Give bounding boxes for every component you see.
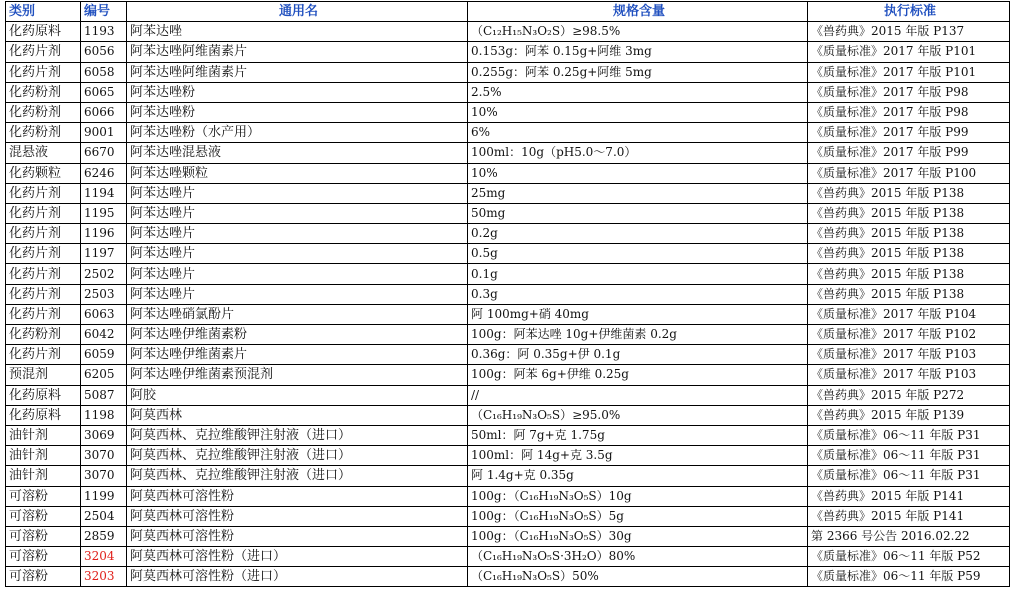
- cell-standard: 《质量标准》2017 年版 P103: [808, 345, 1010, 365]
- cell-name: 阿苯达唑伊维菌素粉: [127, 325, 468, 345]
- table-row: [6, 466, 1010, 486]
- cell-spec: 100g：（C₁₆H₁₉N₃O₅S）5g: [468, 506, 808, 526]
- cell-spec: 0.3g: [468, 284, 808, 304]
- cell-spec: 2.5%: [468, 82, 808, 102]
- cell-category: 化药粉剂: [6, 325, 81, 345]
- cell-standard: 《质量标准》06～11 年版 P31: [808, 466, 1010, 486]
- header-category: 类别: [6, 2, 81, 22]
- table-row: [6, 183, 1010, 203]
- cell-name: 阿莫西林可溶性粉: [127, 506, 468, 526]
- cell-code: 1197: [81, 244, 127, 264]
- cell-name: 阿苯达唑粉: [127, 82, 468, 102]
- cell-code: 1195: [81, 203, 127, 223]
- cell-code: 6063: [81, 304, 127, 324]
- cell-code: 1199: [81, 486, 127, 506]
- table-row: [6, 506, 1010, 526]
- cell-spec: 0.36g：阿 0.35g+伊 0.1g: [468, 345, 808, 365]
- cell-spec: 50ml：阿 7g+克 1.75g: [468, 425, 808, 445]
- cell-name: 阿苯达唑粉（水产用）: [127, 123, 468, 143]
- cell-standard: 《兽药典》2015 年版 P141: [808, 506, 1010, 526]
- table-row: [6, 244, 1010, 264]
- cell-code: 6042: [81, 325, 127, 345]
- cell-code: 2503: [81, 284, 127, 304]
- cell-code: 2859: [81, 526, 127, 546]
- table-row: [6, 203, 1010, 223]
- cell-name: 阿胶: [127, 385, 468, 405]
- table-row: [6, 325, 1010, 345]
- cell-code: 1194: [81, 183, 127, 203]
- cell-standard: 《兽药典》2015 年版 P138: [808, 244, 1010, 264]
- table-row: [6, 547, 1010, 567]
- cell-category: 可溶粉: [6, 547, 81, 567]
- cell-category: 可溶粉: [6, 486, 81, 506]
- cell-category: 化药片剂: [6, 304, 81, 324]
- cell-category: 化药原料: [6, 405, 81, 425]
- cell-name: 阿莫西林、克拉维酸钾注射液（进口）: [127, 446, 468, 466]
- cell-category: 化药粉剂: [6, 123, 81, 143]
- table-row: [6, 486, 1010, 506]
- cell-spec: 100g：（C₁₆H₁₉N₃O₅S）30g: [468, 526, 808, 546]
- cell-name: 阿苯达唑片: [127, 203, 468, 223]
- table-row: [6, 143, 1010, 163]
- cell-standard: 《质量标准》2017 年版 P101: [808, 42, 1010, 62]
- cell-category: 油针剂: [6, 425, 81, 445]
- cell-name: 阿苯达唑硝氯酚片: [127, 304, 468, 324]
- cell-standard: 《质量标准》2017 年版 P104: [808, 304, 1010, 324]
- cell-code: 6058: [81, 62, 127, 82]
- cell-standard: 《质量标准》2017 年版 P99: [808, 143, 1010, 163]
- cell-spec: 0.255g：阿苯 0.25g+阿维 5mg: [468, 62, 808, 82]
- cell-standard: 《质量标准》2017 年版 P98: [808, 102, 1010, 122]
- cell-code: 9001: [81, 123, 127, 143]
- cell-standard: 《质量标准》2017 年版 P103: [808, 365, 1010, 385]
- cell-category: 化药片剂: [6, 264, 81, 284]
- cell-category: 化药片剂: [6, 183, 81, 203]
- cell-standard: 《质量标准》2017 年版 P102: [808, 325, 1010, 345]
- cell-name: 阿苯达唑片: [127, 244, 468, 264]
- cell-spec: 10%: [468, 163, 808, 183]
- cell-code: 1196: [81, 224, 127, 244]
- cell-code: 3070: [81, 466, 127, 486]
- cell-spec: 0.5g: [468, 244, 808, 264]
- table-row: [6, 385, 1010, 405]
- cell-spec: （C₁₆H₁₉N₃O₅S）≥95.0%: [468, 405, 808, 425]
- cell-category: 化药原料: [6, 22, 81, 42]
- cell-code: 6059: [81, 345, 127, 365]
- table-row: [6, 365, 1010, 385]
- table-row: [6, 425, 1010, 445]
- cell-spec: 100g：阿苯 6g+伊维 0.25g: [468, 365, 808, 385]
- table-row: [6, 82, 1010, 102]
- cell-name: 阿苯达唑伊维菌素片: [127, 345, 468, 365]
- cell-standard: 《质量标准》06～11 年版 P52: [808, 547, 1010, 567]
- table-row: [6, 123, 1010, 143]
- cell-spec: 10%: [468, 102, 808, 122]
- cell-standard: 《质量标准》2017 年版 P98: [808, 82, 1010, 102]
- cell-category: 化药粉剂: [6, 102, 81, 122]
- cell-spec: 0.2g: [468, 224, 808, 244]
- cell-standard: 第 2366 号公告 2016.02.22: [808, 526, 1010, 546]
- cell-spec: 100g：阿苯达唑 10g+伊维菌素 0.2g: [468, 325, 808, 345]
- header-code: 编号: [81, 2, 127, 22]
- header-name: 通用名: [127, 2, 468, 22]
- cell-code: 6056: [81, 42, 127, 62]
- table-row: [6, 345, 1010, 365]
- cell-spec: 0.153g：阿苯 0.15g+阿维 3mg: [468, 42, 808, 62]
- table-row: [6, 405, 1010, 425]
- table-row: [6, 163, 1010, 183]
- cell-code: 2504: [81, 506, 127, 526]
- header-row: [6, 2, 1010, 22]
- cell-name: 阿苯达唑阿维菌素片: [127, 62, 468, 82]
- cell-name: 阿苯达唑: [127, 22, 468, 42]
- cell-name: 阿苯达唑片: [127, 183, 468, 203]
- cell-spec: 0.1g: [468, 264, 808, 284]
- cell-spec: 100g：（C₁₆H₁₉N₃O₅S）10g: [468, 486, 808, 506]
- table-row: [6, 42, 1010, 62]
- cell-spec: 阿 1.4g+克 0.35g: [468, 466, 808, 486]
- header-spec: 规格含量: [468, 2, 808, 22]
- cell-category: 化药粉剂: [6, 82, 81, 102]
- cell-category: 化药片剂: [6, 42, 81, 62]
- cell-category: 化药片剂: [6, 224, 81, 244]
- cell-code: 1198: [81, 405, 127, 425]
- cell-code: 3203: [81, 567, 127, 587]
- table-row: [6, 224, 1010, 244]
- cell-category: 化药原料: [6, 385, 81, 405]
- cell-name: 阿莫西林可溶性粉: [127, 486, 468, 506]
- cell-code: 6065: [81, 82, 127, 102]
- cell-standard: 《兽药典》2015 年版 P138: [808, 264, 1010, 284]
- cell-code: 2502: [81, 264, 127, 284]
- cell-name: 阿苯达唑混悬液: [127, 143, 468, 163]
- cell-name: 阿苯达唑片: [127, 264, 468, 284]
- cell-code: 3204: [81, 547, 127, 567]
- cell-standard: 《质量标准》2017 年版 P101: [808, 62, 1010, 82]
- table-row: [6, 304, 1010, 324]
- cell-standard: 《质量标准》06～11 年版 P59: [808, 567, 1010, 587]
- cell-name: 阿莫西林可溶性粉: [127, 526, 468, 546]
- cell-name: 阿莫西林: [127, 405, 468, 425]
- cell-name: 阿苯达唑片: [127, 284, 468, 304]
- cell-category: 油针剂: [6, 466, 81, 486]
- cell-category: 化药片剂: [6, 203, 81, 223]
- cell-code: 5087: [81, 385, 127, 405]
- drug-spec-table: [5, 1, 1010, 587]
- cell-code: 3070: [81, 446, 127, 466]
- cell-spec: 阿 100mg+硝 40mg: [468, 304, 808, 324]
- table-row: [6, 567, 1010, 587]
- cell-category: 化药片剂: [6, 284, 81, 304]
- cell-standard: 《兽药典》2015 年版 P138: [808, 224, 1010, 244]
- cell-standard: 《兽药典》2015 年版 P138: [808, 284, 1010, 304]
- cell-spec: 100ml：阿 14g+克 3.5g: [468, 446, 808, 466]
- table-row: [6, 284, 1010, 304]
- cell-spec: （C₁₆H₁₉N₃O₅S）50%: [468, 567, 808, 587]
- cell-standard: 《兽药典》2015 年版 P272: [808, 385, 1010, 405]
- table-row: [6, 264, 1010, 284]
- cell-category: 化药颗粒: [6, 163, 81, 183]
- cell-spec: （C₁₂H₁₅N₃O₂S）≥98.5%: [468, 22, 808, 42]
- cell-standard: 《质量标准》06～11 年版 P31: [808, 425, 1010, 445]
- cell-standard: 《兽药典》2015 年版 P141: [808, 486, 1010, 506]
- cell-name: 阿莫西林可溶性粉（进口）: [127, 547, 468, 567]
- cell-spec: //: [468, 385, 808, 405]
- table-row: [6, 526, 1010, 546]
- cell-code: 6066: [81, 102, 127, 122]
- cell-category: 化药片剂: [6, 345, 81, 365]
- cell-spec: （C₁₆H₁₉N₃O₅S·3H₂O）80%: [468, 547, 808, 567]
- cell-name: 阿苯达唑伊维菌素预混剂: [127, 365, 468, 385]
- cell-category: 可溶粉: [6, 526, 81, 546]
- cell-code: 3069: [81, 425, 127, 445]
- cell-name: 阿莫西林可溶性粉（进口）: [127, 567, 468, 587]
- cell-category: 混悬液: [6, 143, 81, 163]
- cell-category: 预混剂: [6, 365, 81, 385]
- header-standard: 执行标准: [808, 2, 1010, 22]
- cell-standard: 《质量标准》2017 年版 P99: [808, 123, 1010, 143]
- cell-code: 6670: [81, 143, 127, 163]
- cell-category: 化药片剂: [6, 244, 81, 264]
- cell-standard: 《兽药典》2015 年版 P138: [808, 203, 1010, 223]
- table-row: [6, 62, 1010, 82]
- cell-standard: 《兽药典》2015 年版 P138: [808, 183, 1010, 203]
- cell-name: 阿苯达唑粉: [127, 102, 468, 122]
- table-row: [6, 102, 1010, 122]
- cell-category: 油针剂: [6, 446, 81, 466]
- cell-category: 可溶粉: [6, 506, 81, 526]
- cell-category: 化药片剂: [6, 62, 81, 82]
- cell-spec: 50mg: [468, 203, 808, 223]
- cell-name: 阿苯达唑颗粒: [127, 163, 468, 183]
- cell-standard: 《兽药典》2015 年版 P137: [808, 22, 1010, 42]
- cell-spec: 100ml：10g（pH5.0～7.0）: [468, 143, 808, 163]
- cell-standard: 《兽药典》2015 年版 P139: [808, 405, 1010, 425]
- cell-code: 1193: [81, 22, 127, 42]
- cell-code: 6205: [81, 365, 127, 385]
- cell-name: 阿莫西林、克拉维酸钾注射液（进口）: [127, 466, 468, 486]
- cell-name: 阿苯达唑阿维菌素片: [127, 42, 468, 62]
- cell-name: 阿莫西林、克拉维酸钾注射液（进口）: [127, 425, 468, 445]
- cell-spec: 25mg: [468, 183, 808, 203]
- table-row: [6, 446, 1010, 466]
- cell-category: 可溶粉: [6, 567, 81, 587]
- cell-name: 阿苯达唑片: [127, 224, 468, 244]
- cell-spec: 6%: [468, 123, 808, 143]
- cell-code: 6246: [81, 163, 127, 183]
- table-row: [6, 22, 1010, 42]
- cell-standard: 《质量标准》06～11 年版 P31: [808, 446, 1010, 466]
- cell-standard: 《质量标准》2017 年版 P100: [808, 163, 1010, 183]
